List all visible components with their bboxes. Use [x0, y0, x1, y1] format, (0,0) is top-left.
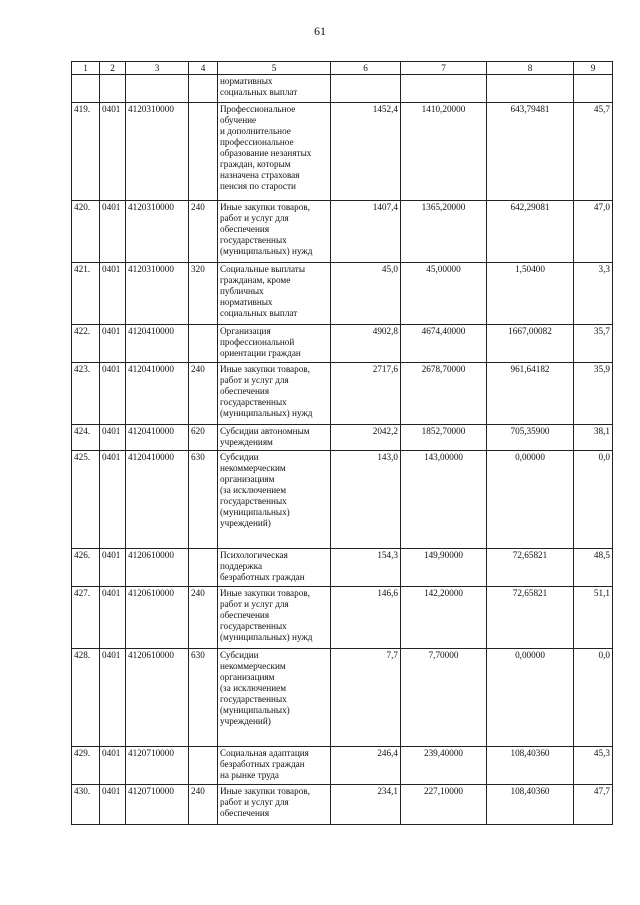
executed-cell: 642,29081 — [487, 201, 574, 263]
executed-cell: 0,00000 — [487, 649, 574, 747]
percent-cell: 35,7 — [574, 325, 613, 363]
target-article-cell: 4120610000 — [126, 549, 189, 587]
col-header-4: 4 — [189, 62, 218, 75]
percent-cell: 38,1 — [574, 425, 613, 451]
row-number-cell: 424. — [72, 425, 100, 451]
section-code-cell: 0401 — [100, 549, 126, 587]
executed-cell: 705,35900 — [487, 425, 574, 451]
revised-plan-cell: 1852,70000 — [401, 425, 487, 451]
target-article-cell: 4120710000 — [126, 747, 189, 785]
initial-plan-cell: 146,6 — [331, 587, 401, 649]
executed-cell: 108,40360 — [487, 747, 574, 785]
table-header-row — [72, 62, 613, 75]
target-article-cell: 4120310000 — [126, 103, 189, 201]
target-article-cell: 4120310000 — [126, 263, 189, 325]
revised-plan-cell: 239,40000 — [401, 747, 487, 785]
expense-type-cell — [189, 103, 218, 201]
section-code-cell: 0401 — [100, 103, 126, 201]
col-header-9: 9 — [574, 62, 613, 75]
target-article-cell: 4120610000 — [126, 649, 189, 747]
expense-type-cell: 620 — [189, 425, 218, 451]
revised-plan-cell: 1410,20000 — [401, 103, 487, 201]
expense-type-cell: 240 — [189, 587, 218, 649]
revised-plan-cell: 1365,20000 — [401, 201, 487, 263]
row-number-cell: 428. — [72, 649, 100, 747]
item-name-cell: Субсидии автономным учреждениям — [218, 425, 331, 451]
col-header-5: 5 — [218, 62, 331, 75]
expense-type-cell: 630 — [189, 451, 218, 549]
row-number-cell: 429. — [72, 747, 100, 785]
page-number: 61 — [314, 24, 326, 38]
item-name-cell: Иные закупки товаров, работ и услуг для обеспечения государственных (муниципальных) нужд — [218, 363, 331, 425]
percent-cell: 3,3 — [574, 263, 613, 325]
table-row — [72, 363, 613, 425]
target-article-cell: 4120310000 — [126, 201, 189, 263]
item-name-cell: Иные закупки товаров, работ и услуг для обеспечения государственных (муниципальных) нужд — [218, 587, 331, 649]
row-number-cell: 423. — [72, 363, 100, 425]
target-article-cell — [126, 75, 189, 103]
revised-plan-cell: 149,90000 — [401, 549, 487, 587]
percent-cell: 51,1 — [574, 587, 613, 649]
col-header-2: 2 — [100, 62, 126, 75]
percent-cell: 35,9 — [574, 363, 613, 425]
item-name-cell: Субсидии некоммерческим организациям (за исключением государственных (муниципальных) учреждений) — [218, 649, 331, 747]
expense-type-cell — [189, 549, 218, 587]
item-name-cell: Психологическая поддержка безработных граждан — [218, 549, 331, 587]
expense-type-cell: 240 — [189, 785, 218, 825]
item-name-cell: Иные закупки товаров, работ и услуг для обеспечения государственных (муниципальных) нужд — [218, 201, 331, 263]
initial-plan-cell: 234,1 — [331, 785, 401, 825]
section-code-cell: 0401 — [100, 587, 126, 649]
row-number-cell: 430. — [72, 785, 100, 825]
executed-cell: 1667,00082 — [487, 325, 574, 363]
item-name-cell: Социальная адаптация безработных граждан на рынке труда — [218, 747, 331, 785]
revised-plan-cell: 45,00000 — [401, 263, 487, 325]
section-code-cell: 0401 — [100, 451, 126, 549]
revised-plan-cell: 143,00000 — [401, 451, 487, 549]
section-code-cell: 0401 — [100, 649, 126, 747]
table-row — [72, 649, 613, 747]
target-article-cell: 4120610000 — [126, 587, 189, 649]
initial-plan-cell: 246,4 — [331, 747, 401, 785]
table-row — [72, 103, 613, 201]
col-header-1: 1 — [72, 62, 100, 75]
row-number-cell: 421. — [72, 263, 100, 325]
executed-cell: 1,50400 — [487, 263, 574, 325]
table-row — [72, 75, 613, 103]
target-article-cell: 4120410000 — [126, 363, 189, 425]
section-code-cell: 0401 — [100, 263, 126, 325]
executed-cell: 108,40360 — [487, 785, 574, 825]
expense-type-cell: 630 — [189, 649, 218, 747]
table-row — [72, 263, 613, 325]
target-article-cell: 4120410000 — [126, 425, 189, 451]
item-name-cell: нормативных социальных выплат — [218, 75, 331, 103]
initial-plan-cell — [331, 75, 401, 103]
item-name-cell: Субсидии некоммерческим организациям (за исключением государственных (муниципальных) учреждений) — [218, 451, 331, 549]
percent-cell: 45,7 — [574, 103, 613, 201]
percent-cell: 0,0 — [574, 649, 613, 747]
executed-cell — [487, 75, 574, 103]
expense-type-cell: 320 — [189, 263, 218, 325]
executed-cell: 0,00000 — [487, 451, 574, 549]
row-number-cell: 427. — [72, 587, 100, 649]
section-code-cell: 0401 — [100, 425, 126, 451]
section-code-cell: 0401 — [100, 747, 126, 785]
item-name-cell: Организация профессиональной ориентации граждан — [218, 325, 331, 363]
percent-cell: 48,5 — [574, 549, 613, 587]
col-header-7: 7 — [401, 62, 487, 75]
initial-plan-cell: 2042,2 — [331, 425, 401, 451]
percent-cell: 45,3 — [574, 747, 613, 785]
executed-cell: 643,79481 — [487, 103, 574, 201]
table-row — [72, 549, 613, 587]
row-number-cell: 419. — [72, 103, 100, 201]
col-header-8: 8 — [487, 62, 574, 75]
expense-type-cell — [189, 747, 218, 785]
expense-type-cell — [189, 75, 218, 103]
revised-plan-cell: 227,10000 — [401, 785, 487, 825]
executed-cell: 72,65821 — [487, 549, 574, 587]
item-name-cell: Профессиональное обучение и дополнительное профессиональное образование незанятых граждан, которым назначена страховая пенсия по старости — [218, 103, 331, 201]
executed-cell: 72,65821 — [487, 587, 574, 649]
section-code-cell: 0401 — [100, 363, 126, 425]
initial-plan-cell: 2717,6 — [331, 363, 401, 425]
section-code-cell: 0401 — [100, 201, 126, 263]
table-row — [72, 785, 613, 825]
expense-type-cell — [189, 325, 218, 363]
budget-table — [71, 61, 613, 825]
revised-plan-cell: 142,20000 — [401, 587, 487, 649]
percent-cell — [574, 75, 613, 103]
revised-plan-cell: 7,70000 — [401, 649, 487, 747]
table-row — [72, 587, 613, 649]
row-number-cell — [72, 75, 100, 103]
revised-plan-cell: 2678,70000 — [401, 363, 487, 425]
table-body — [72, 75, 613, 825]
row-number-cell: 420. — [72, 201, 100, 263]
item-name-cell: Иные закупки товаров, работ и услуг для обеспечения — [218, 785, 331, 825]
target-article-cell: 4120710000 — [126, 785, 189, 825]
percent-cell: 47,7 — [574, 785, 613, 825]
initial-plan-cell: 143,0 — [331, 451, 401, 549]
col-header-6: 6 — [331, 62, 401, 75]
initial-plan-cell: 154,3 — [331, 549, 401, 587]
target-article-cell: 4120410000 — [126, 451, 189, 549]
table-row — [72, 325, 613, 363]
col-header-3: 3 — [126, 62, 189, 75]
section-code-cell: 0401 — [100, 325, 126, 363]
table-row — [72, 747, 613, 785]
item-name-cell: Социальные выплаты гражданам, кроме публичных нормативных социальных выплат — [218, 263, 331, 325]
table-row — [72, 201, 613, 263]
percent-cell: 47,0 — [574, 201, 613, 263]
row-number-cell: 425. — [72, 451, 100, 549]
section-code-cell — [100, 75, 126, 103]
initial-plan-cell: 4902,8 — [331, 325, 401, 363]
percent-cell: 0,0 — [574, 451, 613, 549]
revised-plan-cell — [401, 75, 487, 103]
initial-plan-cell: 7,7 — [331, 649, 401, 747]
expense-type-cell: 240 — [189, 201, 218, 263]
initial-plan-cell: 45,0 — [331, 263, 401, 325]
table-row — [72, 425, 613, 451]
row-number-cell: 422. — [72, 325, 100, 363]
executed-cell: 961,64182 — [487, 363, 574, 425]
initial-plan-cell: 1452,4 — [331, 103, 401, 201]
revised-plan-cell: 4674,40000 — [401, 325, 487, 363]
table-row — [72, 451, 613, 549]
initial-plan-cell: 1407,4 — [331, 201, 401, 263]
target-article-cell: 4120410000 — [126, 325, 189, 363]
row-number-cell: 426. — [72, 549, 100, 587]
section-code-cell: 0401 — [100, 785, 126, 825]
expense-type-cell: 240 — [189, 363, 218, 425]
